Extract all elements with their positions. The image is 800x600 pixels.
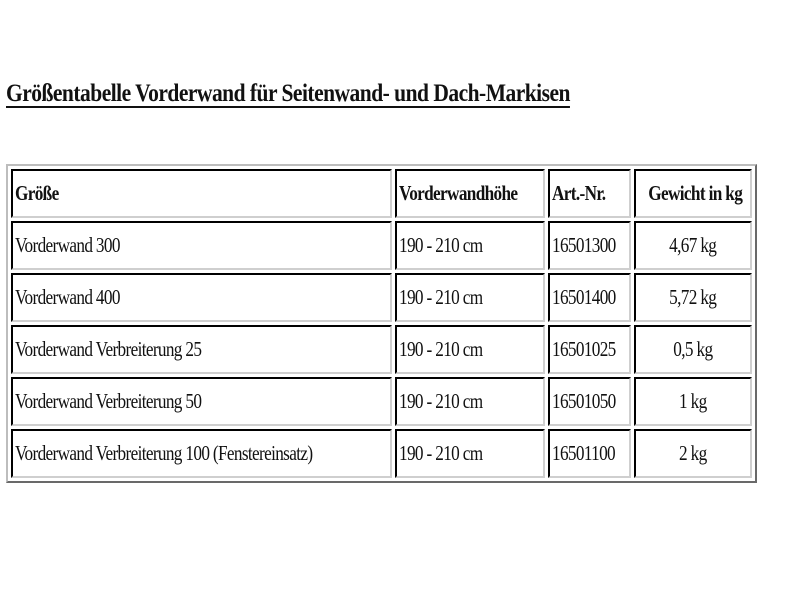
cell-text: Vorderwand 300 [15,233,120,257]
size-table-container [6,164,757,483]
cell-height [395,429,545,478]
cell-weight [634,221,752,270]
cell-height [395,273,545,322]
header-label: Gewicht in kg [648,181,742,205]
cell-text: Vorderwand 400 [15,285,120,309]
cell-article-number [548,377,631,426]
cell-text: Vorderwand Verbreiterung 50 [15,389,202,413]
cell-height [395,377,545,426]
cell-article-number [548,273,631,322]
header-label: Vorderwandhöhe [398,181,517,205]
cell-text: 16501400 [551,285,616,309]
cell-weight [634,273,752,322]
cell-text: 190 - 210 cm [398,441,483,465]
cell-height [395,325,545,374]
cell-text: 16501050 [551,389,616,413]
cell-weight [634,325,752,374]
header-size [11,169,392,218]
header-label: Größe [15,181,59,205]
cell-text: 16501025 [551,337,616,361]
cell-article-number [548,325,631,374]
cell-text: 0,5 kg [673,337,713,361]
cell-text: 5,72 kg [669,285,717,309]
cell-height [395,221,545,270]
table-row [11,273,752,322]
cell-text: 2 kg [679,441,707,465]
table-row [11,377,752,426]
page-title: Größentabelle Vorderwand für Seitenwand- und Dach-Markisen [6,80,570,107]
table-header-row [11,169,752,218]
cell-text: 190 - 210 cm [398,389,483,413]
cell-weight [634,429,752,478]
cell-size [11,221,392,270]
cell-size [11,273,392,322]
cell-text: 190 - 210 cm [398,233,483,257]
cell-text: 1 kg [679,389,707,413]
cell-text: 190 - 210 cm [398,337,483,361]
cell-text: 4,67 kg [669,233,717,257]
cell-article-number [548,221,631,270]
cell-text: 16501300 [551,233,616,257]
cell-size [11,377,392,426]
cell-weight [634,377,752,426]
cell-size [11,325,392,374]
cell-size [11,429,392,478]
table-row [11,325,752,374]
cell-article-number [548,429,631,478]
size-table [6,164,757,483]
header-article-number [548,169,631,218]
cell-text: 16501100 [551,441,615,465]
cell-text: Vorderwand Verbreiterung 25 [15,337,202,361]
header-weight [634,169,752,218]
table-row [11,221,752,270]
header-label: Art.-Nr. [551,181,606,205]
table-row [11,429,752,478]
header-height [395,169,545,218]
cell-text: 190 - 210 cm [398,285,483,309]
cell-text: Vorderwand Verbreiterung 100 (Fenstereinsatz) [15,441,313,465]
